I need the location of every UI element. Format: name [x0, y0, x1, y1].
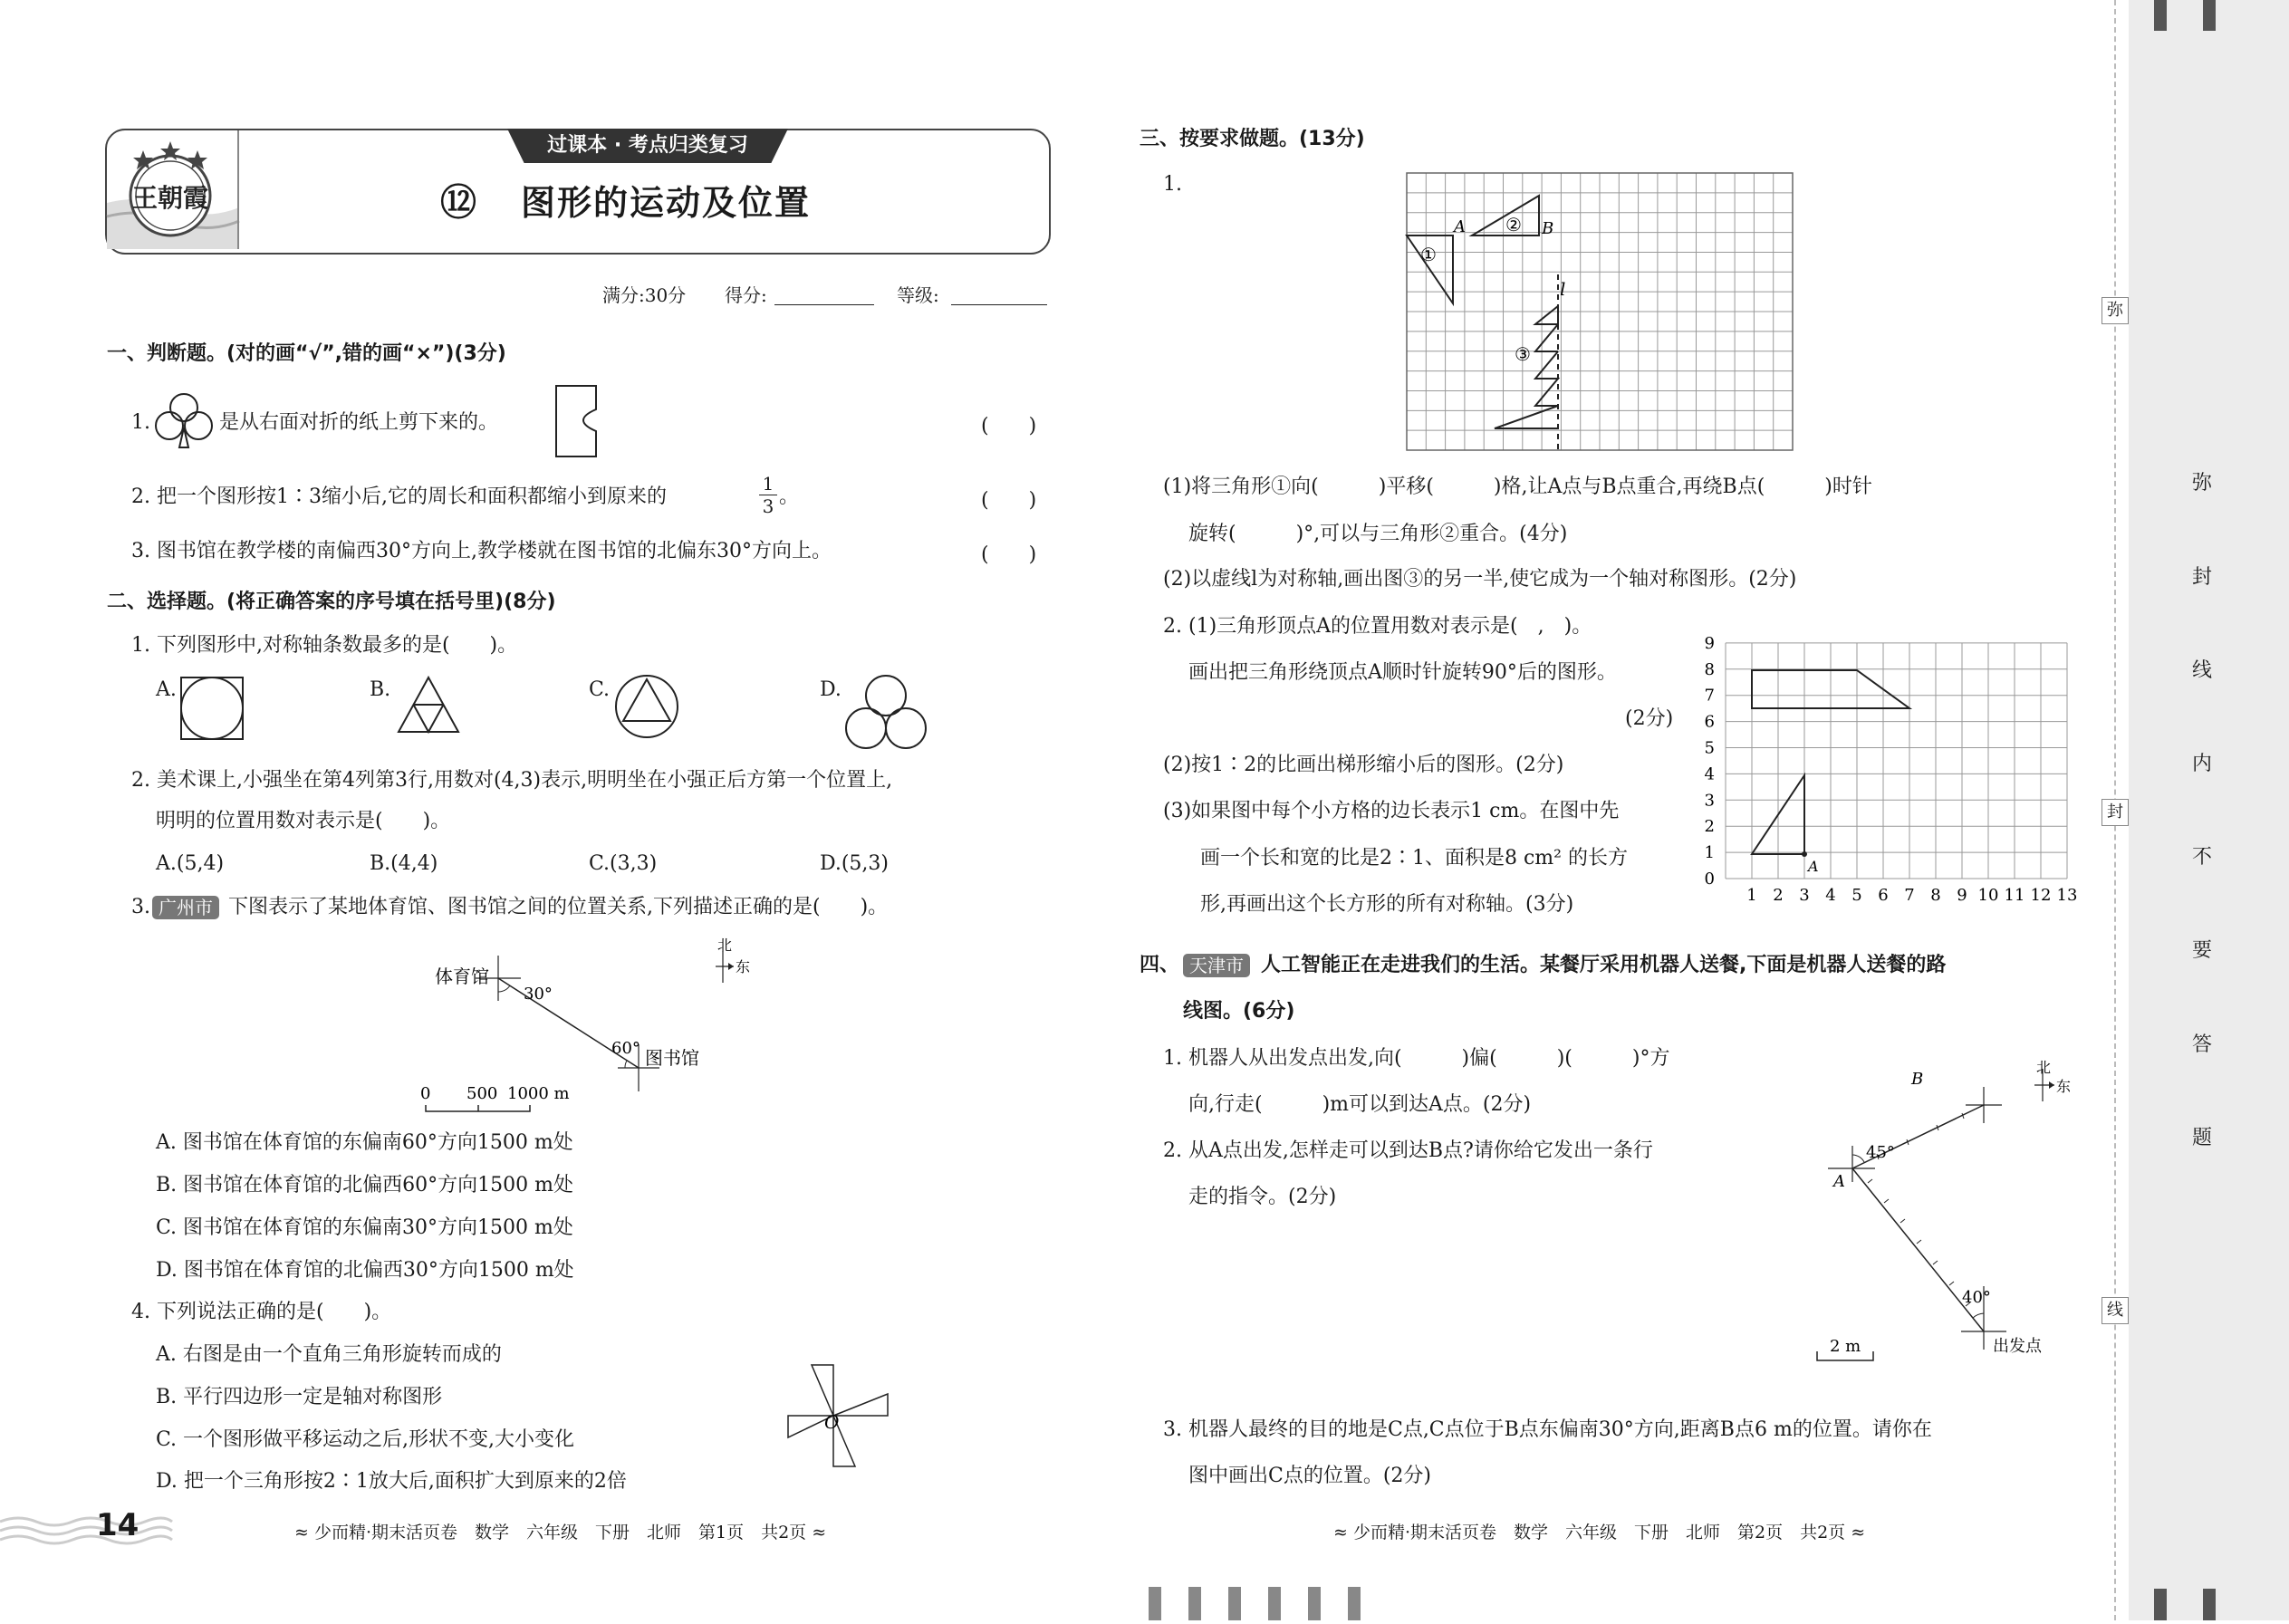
seal-char: 题	[2192, 1127, 2213, 1149]
s4-q1-line2: 向,行走( )m可以到达A点。(2分)	[1188, 1093, 1532, 1116]
s2-q4-text: 4. 下列说法正确的是( )。	[131, 1301, 392, 1323]
label-library: 图书馆	[645, 1047, 699, 1069]
page-title: 图形的运动及位置	[521, 183, 812, 223]
s4-q3-line1: 3. 机器人最终的目的地是C点,C点位于B点东偏南30°方向,距离B点6 m的位置。请你在	[1163, 1418, 1932, 1441]
footer-wave-left	[0, 1511, 172, 1551]
route-scale-label: 2 m	[1830, 1337, 1861, 1356]
s3-q2-3-line1: (3)如果图中每个小方格的边长表示1 cm。在图中先	[1163, 800, 1620, 822]
grid2-x-tick: 3	[1799, 886, 1810, 905]
s3-q2-1-score: (2分)	[1625, 707, 1674, 730]
grid2-point-a: A	[1808, 858, 1819, 875]
s4-q1-line1: 1. 机器人从出发点出发,向( )偏( )( )°方	[1163, 1047, 1670, 1070]
s2-q2-line2: 明明的位置用数对表示是( )。	[156, 810, 451, 832]
section4-prefix: 四、	[1140, 954, 1180, 976]
grid2-x-tick: 1	[1746, 886, 1757, 905]
seal-mark-1: 弥	[2101, 297, 2129, 324]
triangle-in-circle-icon	[612, 672, 681, 745]
scale-1000: 1000 m	[507, 1084, 570, 1103]
seal-mark-3: 线	[2101, 1297, 2129, 1324]
grid2-y-tick: 8	[1704, 659, 1715, 679]
grid2-x-tick: 4	[1825, 886, 1836, 905]
score-get-label: 得分:	[725, 284, 767, 306]
fraction-numerator: 1	[759, 473, 777, 495]
s1-q1-answer[interactable]: ( )	[981, 415, 1037, 437]
position-diagram-gym-library	[417, 937, 751, 1122]
score-full: 满分:30分	[602, 284, 687, 306]
s3-q1-2: (2)以虚线l为对称轴,画出图③的另一半,使它成为一个轴对称图形。(2分)	[1163, 568, 1797, 591]
grid2-x-tick: 13	[2056, 886, 2078, 905]
s2-q3-opt-b: B. 图书馆在体育馆的北偏西60°方向1500 m处	[156, 1174, 573, 1196]
grid2-x-tick: 11	[2004, 886, 2025, 905]
triangle-grid-icon	[395, 674, 462, 741]
coordinate-grid-figure	[1694, 634, 2083, 909]
grid2-x-tick: 6	[1878, 886, 1889, 905]
s2-q2-opt-b: B.(4,4)	[370, 852, 438, 875]
seal-char: 封	[2192, 566, 2213, 589]
grid2-y-tick: 3	[1704, 791, 1715, 811]
section4-title-line1: 人工智能正在走进我们的生活。某餐厅采用机器人送餐,下面是机器人送餐的路	[1261, 954, 1947, 976]
grid2-y-tick: 5	[1704, 738, 1715, 758]
grid2-x-tick: 12	[2030, 886, 2052, 905]
robot-route-figure	[1803, 1060, 2101, 1371]
s3-q1-1-line1: (1)将三角形①向( )平移( )格,让A点与B点重合,再绕B点( )时针	[1163, 476, 1872, 498]
triangle-2-label: ②	[1505, 214, 1522, 235]
page-number: 14	[96, 1507, 139, 1543]
s3-q2-2: (2)按1∶2的比画出梯形缩小后的图形。(2分)	[1163, 754, 1564, 776]
axis-l-label: l	[1560, 278, 1566, 300]
translation-grid-figure	[1404, 170, 1795, 456]
s3-q1-1-line2: 旋转( )°,可以与三角形②重合。(4分)	[1188, 523, 1568, 545]
s2-q3-text: 下图表示了某地体育馆、图书馆之间的位置关系,下列描述正确的是( )。	[228, 896, 889, 918]
brand-logo	[107, 130, 239, 249]
s2-q2-opt-c: C.(3,3)	[589, 852, 658, 875]
s3-q2-1-line2: 画出把三角形绕顶点A顺时针旋转90°后的图形。	[1188, 661, 1617, 684]
s1-q1-text: 是从右面对折的纸上剪下来的。	[219, 411, 499, 434]
route-north: 北	[2036, 1059, 2052, 1076]
s3-q2-3-line2: 画一个长和宽的比是2∶1、面积是8 cm² 的长方	[1200, 847, 1628, 870]
scale-0: 0	[420, 1084, 431, 1103]
seal-char: 不	[2192, 846, 2213, 869]
s4-q3-line2: 图中画出C点的位置。(2分)	[1188, 1465, 1431, 1487]
s2-q2-opt-d: D.(5,3)	[820, 852, 890, 875]
route-angle-40: 40°	[1962, 1288, 1991, 1307]
s2-q2-line1: 2. 美术课上,小强坐在第4列第3行,用数对(4,3)表示,明明坐在小强正后方第一个位置上,	[131, 769, 893, 792]
s2-q4-opt-d: D. 把一个三角形按2∶1放大后,面积扩大到原来的2倍	[156, 1470, 627, 1493]
grid2-y-tick: 1	[1704, 843, 1715, 863]
grid2-y-tick: 0	[1704, 870, 1715, 889]
footer-left-text: ≈ 少而精·期末活页卷 数学 六年级 下册 北师 第1页 共2页 ≈	[294, 1523, 827, 1542]
s2-q3-num: 3.	[131, 896, 150, 918]
binding-margin	[2129, 0, 2289, 1620]
svg-text:王朝霞: 王朝霞	[131, 183, 209, 213]
seal-char: 弥	[2192, 472, 2213, 495]
header-divider	[237, 130, 239, 249]
grid1-point-b: B	[1542, 219, 1554, 238]
point-o-label: O	[824, 1411, 840, 1433]
s1-q3-answer[interactable]: ( )	[981, 543, 1037, 566]
section3-title: 三、按要求做题。(13分)	[1140, 128, 1365, 150]
s2-q3-opt-a: A. 图书馆在体育馆的东偏南60°方向1500 m处	[156, 1131, 573, 1154]
section4-title-line2: 线图。(6分)	[1183, 1000, 1295, 1023]
s1-q1-num: 1.	[131, 411, 150, 434]
s1-q3-text: 3. 图书馆在教学楼的南偏西30°方向上,教学楼就在图书馆的北偏东30°方向上。	[131, 540, 832, 562]
header-num: ⑫	[440, 182, 476, 224]
shape-3-label: ③	[1515, 343, 1531, 365]
score-get-field[interactable]	[774, 304, 874, 305]
s1-q2-text: 2. 把一个图形按1∶3缩小后,它的周长和面积都缩小到原来的	[131, 485, 667, 508]
label-gym: 体育馆	[435, 966, 489, 987]
s2-q3-opt-d: D. 图书馆在体育馆的北偏西30°方向1500 m处	[156, 1259, 574, 1282]
grid2-x-tick: 7	[1904, 886, 1915, 905]
grid1-point-a: A	[1454, 217, 1466, 236]
header-tab-label: 过课本 · 考点归类复习	[547, 134, 748, 157]
clover-icon	[152, 391, 216, 453]
label-north: 北	[717, 937, 733, 954]
scale-500: 500	[466, 1084, 498, 1103]
footer-right-text: ≈ 少而精·期末活页卷 数学 六年级 下册 北师 第2页 共2页 ≈	[1333, 1523, 1866, 1542]
s2-q1-opt-a: A.	[156, 678, 177, 701]
grid2-y-tick: 2	[1704, 817, 1715, 837]
s3-q2-1-line1: 2. (1)三角形顶点A的位置用数对表示是( , )。	[1163, 615, 1592, 638]
circle-in-square-icon	[178, 674, 246, 746]
route-start-label: 出发点	[1993, 1337, 2042, 1356]
seal-char: 答	[2192, 1033, 2213, 1056]
s2-q1-opt-b: B.	[370, 678, 391, 701]
route-east: 东	[2056, 1078, 2072, 1095]
binding-bars-top	[2154, 0, 2226, 34]
binding-bars-bottom	[2154, 1589, 2226, 1624]
s1-q2-answer[interactable]: ( )	[981, 489, 1037, 512]
grid2-x-tick: 5	[1851, 886, 1862, 905]
label-east: 东	[736, 958, 751, 975]
label-angle-30: 30°	[524, 985, 553, 1004]
footer-bars	[1149, 1587, 1375, 1624]
three-circles-icon	[842, 670, 929, 755]
grid2-y-tick: 4	[1704, 764, 1715, 784]
grid2-y-tick: 9	[1704, 633, 1715, 653]
route-angle-45: 45°	[1866, 1143, 1895, 1162]
score-level-field[interactable]	[951, 304, 1047, 305]
s2-q4-opt-a: A. 右图是由一个直角三角形旋转而成的	[156, 1343, 502, 1366]
triangle-1-label: ①	[1420, 244, 1437, 265]
s2-q1-text: 1. 下列图形中,对称轴条数最多的是( )。	[131, 634, 518, 657]
region-badge-tianjin: 天津市	[1183, 954, 1250, 977]
region-badge-guangzhou: 广州市	[152, 896, 219, 919]
grid2-x-tick: 2	[1773, 886, 1784, 905]
s2-q1-opt-c: C.	[589, 678, 611, 701]
s3-q1-num: 1.	[1163, 173, 1182, 196]
section2-title: 二、选择题。(将正确答案的序号填在括号里)(8分)	[107, 591, 556, 613]
pinwheel-figure	[786, 1363, 895, 1475]
seal-char: 要	[2192, 939, 2213, 962]
grid2-x-tick: 10	[1977, 886, 1999, 905]
label-angle-60: 60°	[611, 1039, 640, 1058]
grid2-y-tick: 7	[1704, 686, 1715, 706]
s2-q2-opt-a: A.(5,4)	[156, 852, 225, 875]
s4-q2-line2: 走的指令。(2分)	[1188, 1186, 1337, 1208]
s3-q2-3-line3: 形,再画出这个长方形的所有对称轴。(3分)	[1200, 893, 1574, 916]
section1-title: 一、判断题。(对的画“√”,错的画“×”)(3分)	[107, 342, 506, 365]
score-level-label: 等级:	[897, 284, 939, 306]
s2-q4-opt-c: C. 一个图形做平移运动之后,形状不变,大小变化	[156, 1428, 575, 1451]
seal-mark-2: 封	[2101, 799, 2129, 826]
route-point-a: A	[1833, 1172, 1845, 1191]
s2-q1-opt-d: D.	[820, 678, 842, 701]
fraction-denominator: 3	[762, 495, 774, 517]
route-point-b: B	[1911, 1070, 1924, 1089]
seal-char: 线	[2192, 659, 2213, 682]
grid2-x-tick: 9	[1957, 886, 1967, 905]
s2-q3-opt-c: C. 图书馆在体育馆的东偏南30°方向1500 m处	[156, 1216, 573, 1239]
s1-q2-end: 。	[779, 485, 800, 508]
grid2-y-tick: 6	[1704, 712, 1715, 732]
grid2-x-tick: 8	[1930, 886, 1941, 905]
s4-q2-line1: 2. 从A点出发,怎样走可以到达B点?请你给它发出一条行	[1163, 1139, 1653, 1162]
seal-char: 内	[2192, 753, 2213, 775]
s2-q4-opt-b: B. 平行四边形一定是轴对称图形	[156, 1386, 443, 1408]
s1-q2-fraction	[759, 473, 777, 517]
cutout-icon	[554, 384, 600, 462]
